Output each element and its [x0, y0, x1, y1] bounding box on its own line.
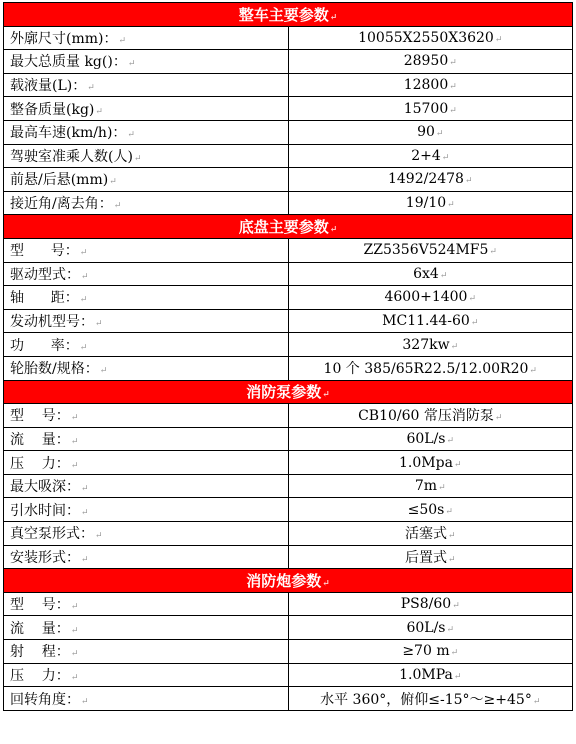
- param-label-cell: [4, 498, 289, 522]
- param-value-cell: [288, 120, 573, 144]
- param-label: 真空泵形式：: [10, 526, 94, 543]
- param-label: 型 号：: [10, 243, 79, 260]
- paragraph-mark: ↵: [70, 649, 79, 660]
- param-value: 1492/2478: [387, 171, 464, 188]
- param-value: 10055X2550X3620: [358, 29, 494, 46]
- param-label-cell: [4, 120, 289, 144]
- param-value-cell: [288, 73, 573, 97]
- param-label: 功 率：: [10, 337, 79, 354]
- paragraph-mark: ↵: [79, 295, 88, 306]
- param-value: 7m: [414, 478, 438, 495]
- table-row: [4, 474, 573, 498]
- paragraph-mark: ↵: [441, 152, 450, 163]
- param-label: 最高车速(km/h)：: [10, 125, 127, 142]
- paragraph-mark: ↵: [468, 294, 477, 305]
- paragraph-mark: ↵: [529, 366, 537, 377]
- param-value-cell: [288, 545, 573, 569]
- param-value: 4600+1400: [384, 289, 468, 306]
- param-label-cell: [4, 356, 289, 380]
- section-title-cell: [4, 3, 573, 27]
- section-header: [4, 569, 573, 593]
- paragraph-mark: ↵: [453, 671, 462, 682]
- param-label: 整备质量(kg): [10, 101, 95, 118]
- param-value: 6x4: [413, 265, 439, 282]
- param-value: 1.0Mpa: [399, 454, 453, 471]
- param-label-cell: [4, 663, 289, 687]
- param-label-cell: [4, 262, 289, 286]
- paragraph-mark: ↵: [70, 625, 79, 636]
- paragraph-mark: ↵: [81, 554, 89, 565]
- param-value: PS8/60: [400, 596, 452, 613]
- param-label: 接近角/离去角：: [10, 196, 113, 213]
- table-row: [4, 50, 573, 74]
- table-row: [4, 451, 573, 475]
- paragraph-mark: ↵: [452, 601, 460, 612]
- paragraph-mark: ↵: [127, 59, 136, 70]
- param-label-cell: [4, 144, 289, 168]
- table-row: [4, 238, 573, 262]
- section-title: 消防泵参数: [246, 383, 322, 402]
- table-row: [4, 427, 573, 451]
- param-label-cell: [4, 97, 289, 121]
- param-label: 发动机型号：: [10, 314, 94, 331]
- param-value: 90: [417, 124, 435, 141]
- paragraph-mark: ↵: [127, 130, 135, 141]
- param-label: 射 程：: [10, 644, 70, 661]
- param-value: CB10/60 常压消防泵: [358, 408, 494, 425]
- paragraph-mark: ↵: [109, 177, 117, 188]
- param-value: 327kw: [402, 336, 450, 353]
- param-value-cell: [288, 498, 573, 522]
- param-label-cell: [4, 451, 289, 475]
- param-label: 压 力：: [10, 455, 70, 472]
- paragraph-mark: ↵: [464, 176, 473, 187]
- paragraph-mark: ↵: [95, 319, 103, 330]
- paragraph-mark: ↵: [489, 247, 497, 258]
- param-label: 载液量(L)：: [10, 78, 87, 95]
- section-title: 整车主要参数: [238, 5, 329, 24]
- table-row: [4, 286, 573, 310]
- param-value: 后置式: [404, 549, 447, 566]
- table-row: [4, 616, 573, 640]
- param-value: 活塞式: [404, 526, 447, 543]
- paragraph-mark: ↵: [329, 225, 338, 236]
- param-value-cell: [288, 144, 573, 168]
- section-header: [4, 215, 573, 239]
- table-row: [4, 120, 573, 144]
- table-row: [4, 333, 573, 357]
- param-label-cell: [4, 640, 289, 664]
- param-value: 2+4: [411, 147, 441, 164]
- paragraph-mark: ↵: [95, 106, 103, 117]
- paragraph-mark: ↵: [329, 12, 338, 23]
- param-value-cell: [288, 26, 573, 50]
- param-value-cell: [288, 356, 573, 380]
- paragraph-mark: ↵: [447, 200, 455, 211]
- paragraph-mark: ↵: [439, 270, 448, 281]
- param-label-cell: [4, 191, 289, 215]
- table-row: [4, 498, 573, 522]
- paragraph-mark: ↵: [79, 248, 88, 259]
- param-label-cell: [4, 238, 289, 262]
- table-row: [4, 73, 573, 97]
- table-row: [4, 262, 573, 286]
- paragraph-mark: ↵: [81, 696, 89, 707]
- paragraph-mark: ↵: [435, 129, 444, 140]
- section-header: [4, 380, 573, 404]
- table-row: [4, 97, 573, 121]
- param-label-cell: [4, 404, 289, 428]
- paragraph-mark: ↵: [87, 83, 95, 94]
- param-label: 型 号：: [10, 408, 70, 425]
- spec-table-body: [4, 3, 573, 711]
- paragraph-mark: ↵: [450, 341, 459, 352]
- table-row: [4, 687, 573, 711]
- table-row: [4, 592, 573, 616]
- table-row: [4, 640, 573, 664]
- param-value-cell: [288, 616, 573, 640]
- param-value: 19/10: [405, 195, 447, 212]
- paragraph-mark: ↵: [453, 459, 462, 470]
- table-row: [4, 404, 573, 428]
- table-row: [4, 168, 573, 192]
- table-row: [4, 545, 573, 569]
- param-value: 水平 360°，俯仰≤-15°～≥+45°: [320, 691, 532, 708]
- param-value-cell: [288, 522, 573, 546]
- param-value-cell: [288, 309, 573, 333]
- param-value: ≤50s: [407, 501, 445, 518]
- paragraph-mark: ↵: [447, 554, 456, 565]
- paragraph-mark: ↵: [70, 460, 79, 471]
- param-label: 轴 距：: [10, 290, 79, 307]
- param-value-cell: [288, 97, 573, 121]
- param-label: 驾驶室准乘人数(人): [10, 148, 133, 165]
- param-label-cell: [4, 333, 289, 357]
- paragraph-mark: ↵: [322, 579, 330, 590]
- param-value: 1.0MPa: [399, 666, 453, 683]
- paragraph-mark: ↵: [449, 58, 457, 69]
- param-label: 驱动型式：: [10, 266, 80, 283]
- param-label-cell: [4, 73, 289, 97]
- paragraph-mark: ↵: [70, 413, 79, 424]
- paragraph-mark: ↵: [81, 507, 89, 518]
- table-row: [4, 144, 573, 168]
- param-value: 12800: [403, 77, 449, 94]
- paragraph-mark: ↵: [70, 672, 79, 683]
- paragraph-mark: ↵: [445, 506, 453, 517]
- paragraph-mark: ↵: [99, 366, 108, 377]
- param-label: 流 量：: [10, 431, 70, 448]
- param-label-cell: [4, 286, 289, 310]
- param-label: 引水时间：: [10, 502, 80, 519]
- param-label-cell: [4, 427, 289, 451]
- param-label-cell: [4, 26, 289, 50]
- table-row: [4, 522, 573, 546]
- param-label-cell: [4, 592, 289, 616]
- param-value-cell: [288, 640, 573, 664]
- paragraph-mark: ↵: [70, 436, 79, 447]
- param-value-cell: [288, 286, 573, 310]
- param-value: 15700: [403, 100, 449, 117]
- paragraph-mark: ↵: [113, 201, 122, 212]
- param-label-cell: [4, 545, 289, 569]
- section-title: 消防炮参数: [246, 572, 322, 591]
- paragraph-mark: ↵: [79, 342, 88, 353]
- param-label-cell: [4, 687, 289, 711]
- section-header: [4, 3, 573, 27]
- param-value-cell: [288, 191, 573, 215]
- param-value-cell: [288, 168, 573, 192]
- paragraph-mark: ↵: [438, 483, 446, 494]
- param-value-cell: [288, 404, 573, 428]
- param-value: MC11.44-60: [382, 313, 470, 330]
- param-value-cell: [288, 427, 573, 451]
- param-value: 10 个 385/65R22.5/12.00R20: [323, 361, 529, 378]
- param-label: 前悬/后悬(mm): [10, 172, 109, 189]
- section-title: 底盘主要参数: [238, 218, 329, 237]
- param-label-cell: [4, 168, 289, 192]
- paragraph-mark: ↵: [447, 531, 456, 542]
- param-label: 回转角度：: [10, 691, 80, 708]
- param-value-cell: [288, 238, 573, 262]
- param-label: 压 力：: [10, 667, 70, 684]
- param-value: 60L/s: [406, 430, 446, 447]
- param-label-cell: [4, 522, 289, 546]
- param-label: 最大总质量 kg()：: [10, 54, 127, 71]
- param-value-cell: [288, 451, 573, 475]
- param-label-cell: [4, 309, 289, 333]
- param-label: 外廓尺寸(mm)：: [10, 30, 118, 47]
- paragraph-mark: ↵: [446, 624, 455, 635]
- paragraph-mark: ↵: [449, 105, 457, 116]
- paragraph-mark: ↵: [494, 34, 503, 45]
- param-value-cell: [288, 687, 573, 711]
- param-value-cell: [288, 50, 573, 74]
- section-title-cell: [4, 380, 573, 404]
- param-label: 安装形式：: [10, 549, 80, 566]
- section-title-cell: [4, 215, 573, 239]
- paragraph-mark: ↵: [81, 484, 89, 495]
- paragraph-mark: ↵: [118, 35, 127, 46]
- table-row: [4, 191, 573, 215]
- paragraph-mark: ↵: [81, 271, 89, 282]
- paragraph-mark: ↵: [322, 390, 330, 401]
- param-value: 60L/s: [406, 619, 446, 636]
- paragraph-mark: ↵: [70, 602, 79, 613]
- table-row: [4, 663, 573, 687]
- param-label-cell: [4, 616, 289, 640]
- spec-table: [3, 2, 573, 711]
- param-label-cell: [4, 50, 289, 74]
- section-title-cell: [4, 569, 573, 593]
- param-value-cell: [288, 592, 573, 616]
- param-value-cell: [288, 262, 573, 286]
- paragraph-mark: ↵: [532, 696, 541, 707]
- param-label: 轮胎数/规格：: [10, 361, 99, 378]
- param-label: 型 号：: [10, 597, 70, 614]
- table-row: [4, 356, 573, 380]
- param-value: ZZ5356V524MF5: [363, 242, 489, 259]
- param-value-cell: [288, 333, 573, 357]
- param-label: 流 量：: [10, 620, 70, 637]
- param-label-cell: [4, 474, 289, 498]
- param-value: 28950: [403, 53, 449, 70]
- table-row: [4, 309, 573, 333]
- param-label: 最大吸深：: [10, 479, 80, 496]
- paragraph-mark: ↵: [450, 648, 459, 659]
- paragraph-mark: ↵: [133, 153, 142, 164]
- paragraph-mark: ↵: [449, 82, 457, 93]
- param-value-cell: [288, 663, 573, 687]
- table-row: [4, 26, 573, 50]
- paragraph-mark: ↵: [494, 413, 503, 424]
- param-value-cell: [288, 474, 573, 498]
- paragraph-mark: ↵: [470, 318, 479, 329]
- param-value: ≥70 m: [402, 643, 450, 660]
- paragraph-mark: ↵: [446, 435, 455, 446]
- paragraph-mark: ↵: [95, 531, 103, 542]
